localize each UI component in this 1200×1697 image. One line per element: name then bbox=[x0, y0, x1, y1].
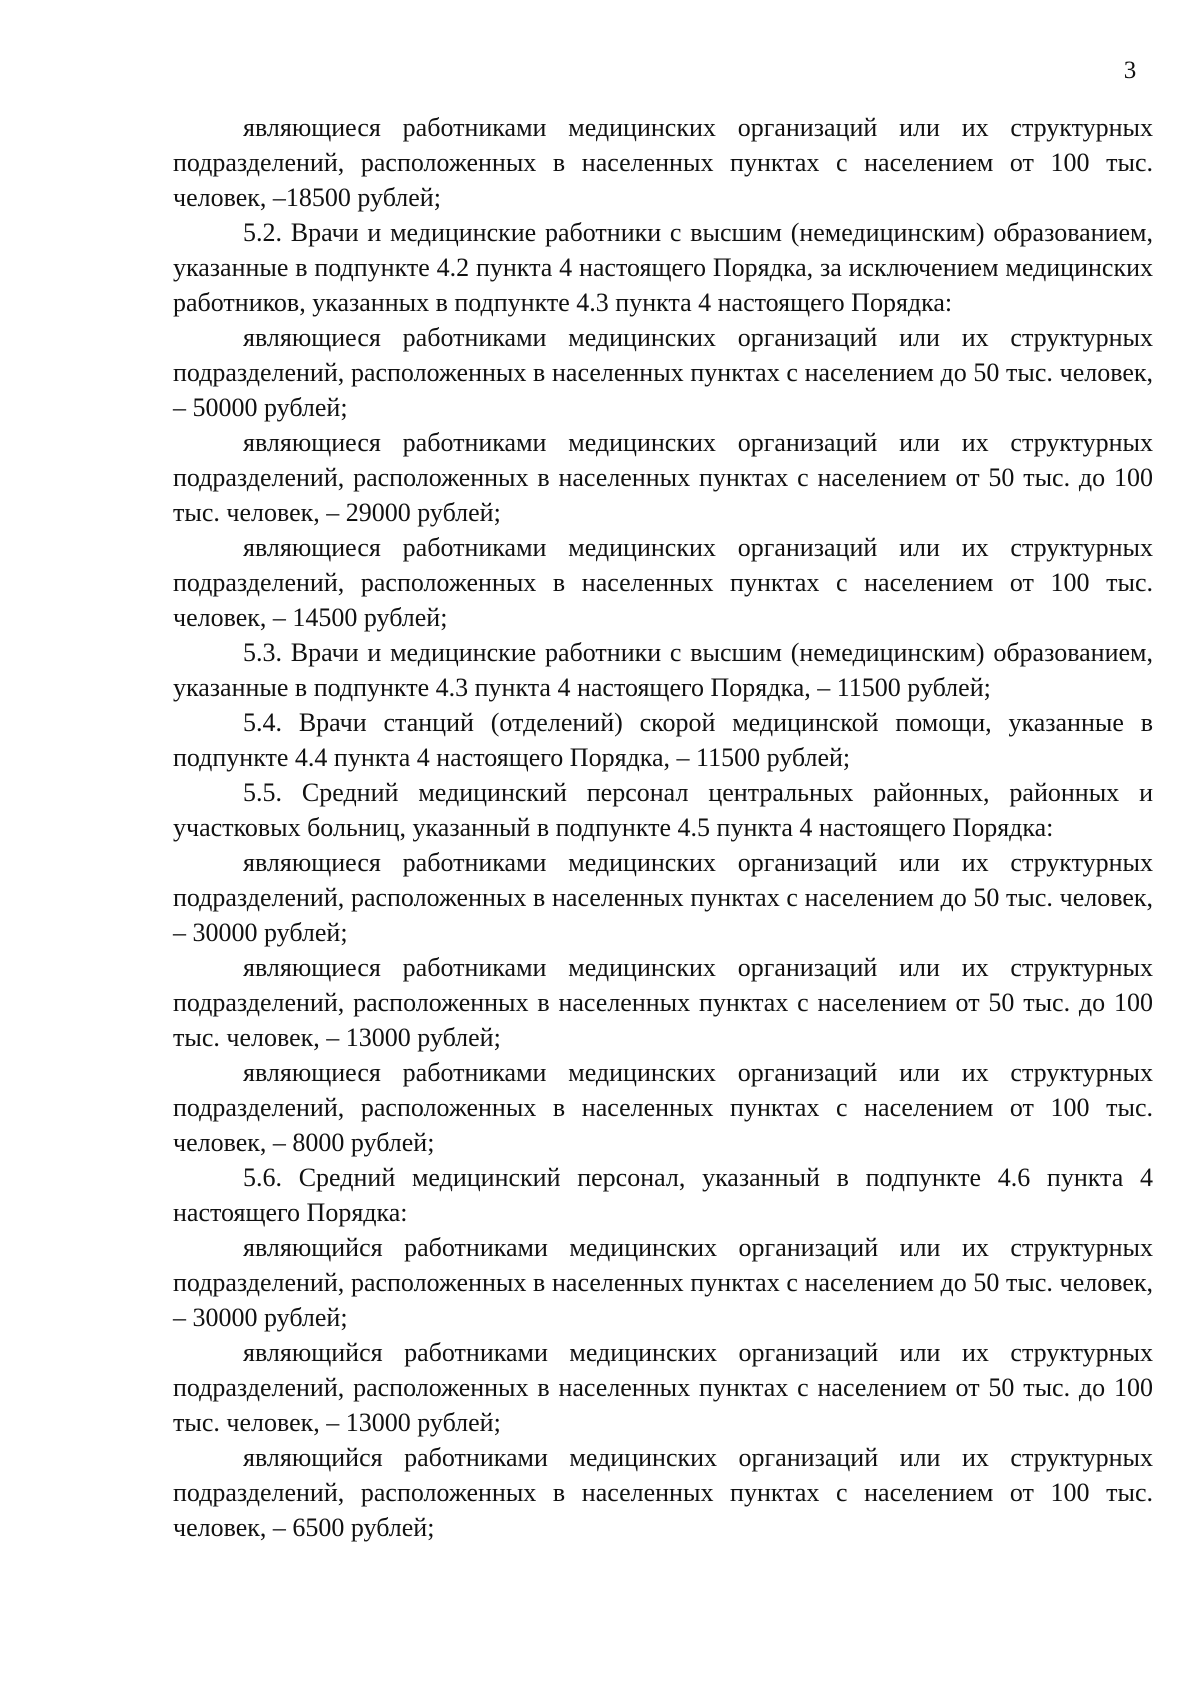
paragraph-6: 5.3. Врачи и медицинские работники с высшим (немедицинским) образованием, указанные в подпункте 4.3 пункта 4 настоящего Порядка, – 11500 рублей; bbox=[173, 638, 1153, 702]
paragraph-11: являющиеся работниками медицинских организаций или их структурных подразделений, расположенных в населенных пунктах с населением от 100 тыс. человек, – 8000 рублей; bbox=[173, 1058, 1153, 1157]
paragraph-5: являющиеся работниками медицинских организаций или их структурных подразделений, расположенных в населенных пунктах с населением от 100 тыс. человек, – 14500 рублей; bbox=[173, 533, 1153, 632]
paragraph-14: являющийся работниками медицинских организаций или их структурных подразделений, расположенных в населенных пунктах с населением от 50 тыс. до 100 тыс. человек, – 13000 рублей; bbox=[173, 1338, 1153, 1437]
paragraph-12: 5.6. Средний медицинский персонал, указанный в подпункте 4.6 пункта 4 настоящего Порядка: bbox=[173, 1163, 1153, 1227]
document-body bbox=[173, 110, 1153, 1545]
paragraph-9: являющиеся работниками медицинских организаций или их структурных подразделений, расположенных в населенных пунктах с населением до 50 тыс. человек, – 30000 рублей; bbox=[173, 848, 1153, 947]
paragraph-7: 5.4. Врачи станций (отделений) скорой медицинской помощи, указанные в подпункте 4.4 пункта 4 настоящего Порядка, – 11500 рублей; bbox=[173, 708, 1153, 772]
page-number: 3 bbox=[1123, 57, 1137, 84]
paragraph-2: 5.2. Врачи и медицинские работники с высшим (немедицинским) образованием, указанные в подпункте 4.2 пункта 4 настоящего Порядка, за исключением медицинских работников, указанных в подпункте 4.3 пункта 4 настоящего Порядка: bbox=[173, 218, 1153, 317]
paragraph-3: являющиеся работниками медицинских организаций или их структурных подразделений, расположенных в населенных пунктах с населением до 50 тыс. человек, – 50000 рублей; bbox=[173, 323, 1153, 422]
paragraph-8: 5.5. Средний медицинский персонал центральных районных, районных и участковых больниц, указанный в подпункте 4.5 пункта 4 настоящего Порядка: bbox=[173, 778, 1153, 842]
paragraph-10: являющиеся работниками медицинских организаций или их структурных подразделений, расположенных в населенных пунктах с населением от 50 тыс. до 100 тыс. человек, – 13000 рублей; bbox=[173, 953, 1153, 1052]
paragraph-15: являющийся работниками медицинских организаций или их структурных подразделений, расположенных в населенных пунктах с населением от 100 тыс. человек, – 6500 рублей; bbox=[173, 1443, 1153, 1542]
paragraph-4: являющиеся работниками медицинских организаций или их структурных подразделений, расположенных в населенных пунктах с населением от 50 тыс. до 100 тыс. человек, – 29000 рублей; bbox=[173, 428, 1153, 527]
paragraph-13: являющийся работниками медицинских организаций или их структурных подразделений, расположенных в населенных пунктах с населением до 50 тыс. человек, – 30000 рублей; bbox=[173, 1233, 1153, 1332]
paragraph-1: являющиеся работниками медицинских организаций или их структурных подразделений, расположенных в населенных пунктах с населением от 100 тыс. человек, –18500 рублей; bbox=[173, 113, 1153, 212]
